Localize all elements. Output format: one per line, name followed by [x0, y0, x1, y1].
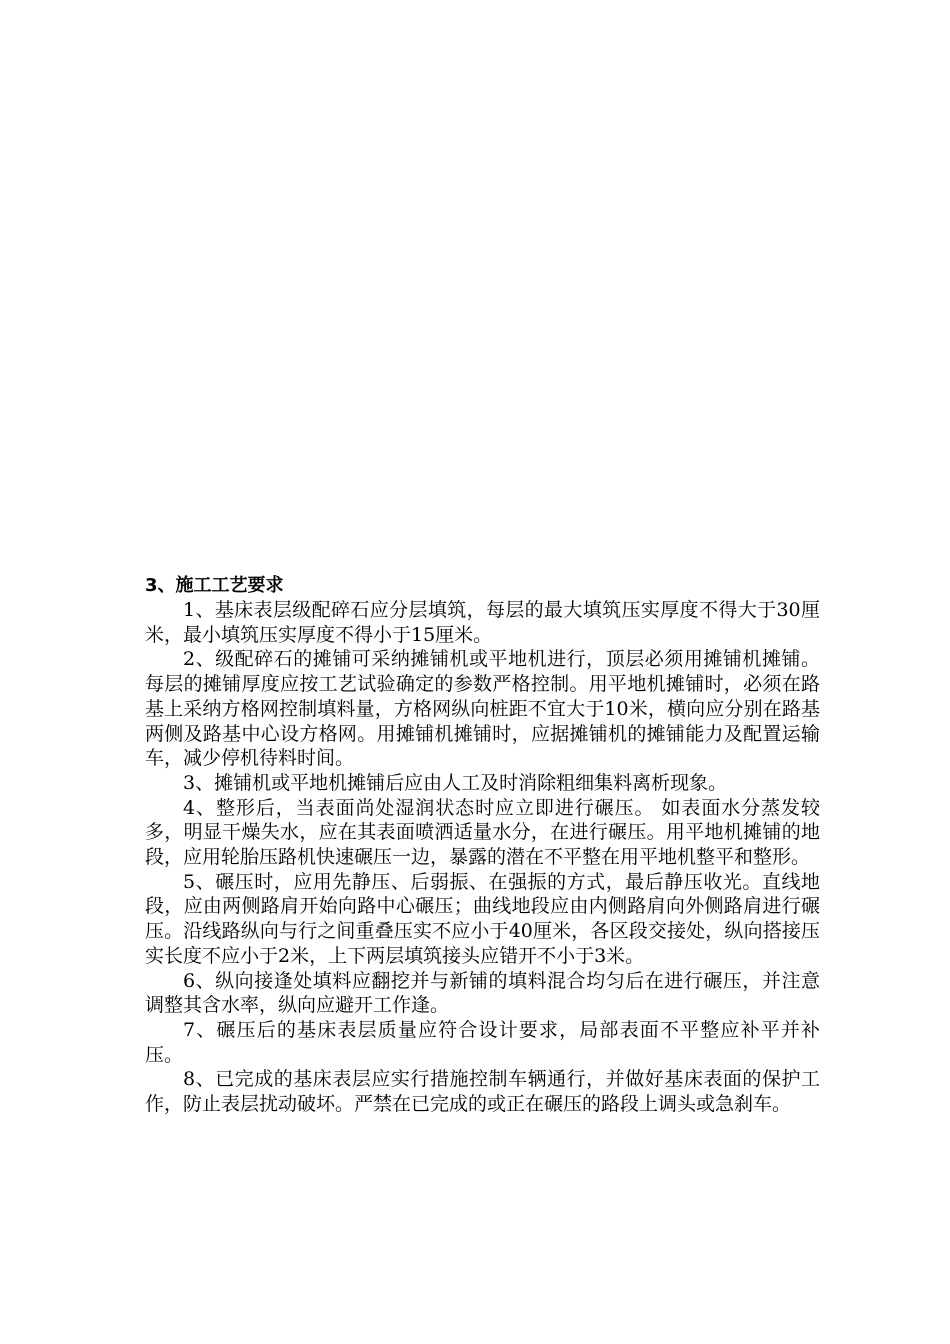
paragraph-5: 5、碾压时，应用先静压、后弱振、在强振的方式，最后静压收光。直线地段，应由两侧路肩开始向路中心碾压；曲线地段应由内侧路肩向外侧路肩进行碾压。沿线路纵向与行之间重叠压实不应小于40厘米，各区段交接处，纵向搭接压实长度不应小于2米，上下两层填筑接头应错开不小于3米。: [145, 870, 820, 967]
paragraph-1: 1、基床表层级配碎石应分层填筑，每层的最大填筑压实厚度不得大于30厘米，最小填筑压实厚度不得小于15厘米。: [145, 599, 820, 646]
section-heading: 3、施工工艺要求: [145, 575, 284, 596]
paragraph-7: 7、碾压后的基床表层质量应符合设计要求，局部表面不平整应补平并补压。: [145, 1018, 820, 1066]
paragraph-8: 8、已完成的基床表层应实行措施控制车辆通行，并做好基床表面的保护工作，防止表层扰动破坏。严禁在已完成的或正在碾压的路段上调头或急刹车。: [145, 1068, 820, 1116]
paragraph-2: 2、级配碎石的摊铺可采纳摊铺机或平地机进行，顶层必须用摊铺机摊铺。每层的摊铺厚度应按工艺试验确定的参数严格控制。用平地机摊铺时，必须在路基上采纳方格网控制填料量，方格网纵向桩距不宜大于10米，横向应分别在路基两侧及路基中心设方格网。用摊铺机摊铺时，应据摊铺机的摊铺能力及配置运输车，减少停机待料时间。: [145, 648, 820, 770]
paragraph-6: 6、纵向接逢处填料应翻挖并与新铺的填料混合均匀后在进行碾压，并注意调整其含水率，纵向应避开工作逢。: [145, 969, 820, 1017]
paragraph-3: 3、摊铺机或平地机摊铺后应由人工及时消除粗细集料离析现象。: [183, 771, 728, 794]
document-body: [145, 573, 820, 1117]
paragraph-4: 4、整形后，当表面尚处湿润状态时应立即进行碾压。 如表面水分蒸发较多，明显干燥失水，应在其表面喷洒适量水分，在进行碾压。用平地机摊铺的地段，应用轮胎压路机快速碾压一边，暴露的潜在不平整在用平地机整平和整形。: [145, 796, 820, 869]
